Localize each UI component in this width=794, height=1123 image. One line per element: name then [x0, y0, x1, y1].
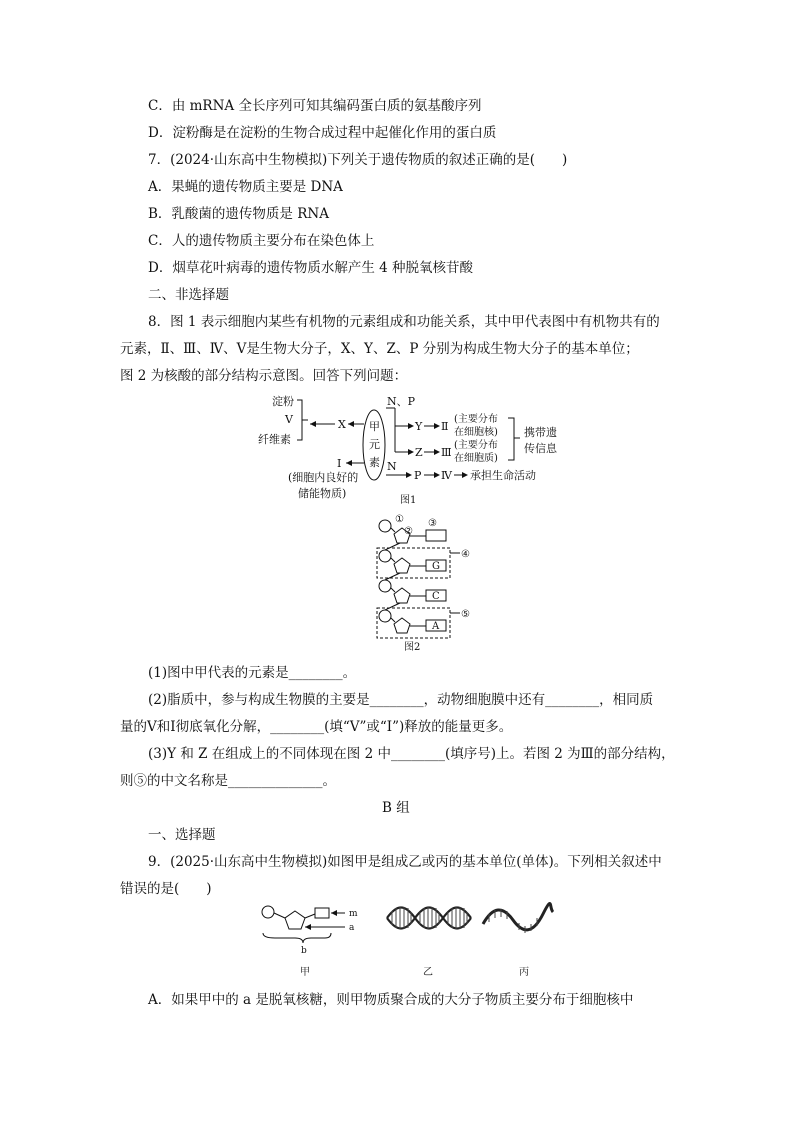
- fig1-v: Ⅴ: [285, 413, 293, 426]
- q9-stem-line2: 错误的是( ): [120, 881, 212, 897]
- fig1-z: Z: [415, 446, 423, 459]
- q8-sub2-line2: 量的Ⅴ和Ⅰ彻底氧化分解，________(填“Ⅴ”或“Ⅰ”)释放的能量更多。: [120, 719, 513, 735]
- fig9-jia-label: 甲: [300, 967, 310, 978]
- fig1-cellulose: 纤维素: [258, 433, 291, 446]
- fig1-i: Ⅰ: [337, 457, 342, 470]
- figure-q9: [255, 900, 555, 982]
- fig1-carry2: 传信息: [524, 442, 557, 455]
- q8-sub1: (1)图中甲代表的元素是________。: [148, 665, 357, 681]
- fig1-caption: 图1: [400, 495, 417, 506]
- fig1-iii: Ⅲ: [441, 446, 452, 459]
- fig9-b: b: [301, 946, 307, 956]
- group-b-heading: B 组: [382, 800, 410, 816]
- fig9-a: a: [349, 923, 355, 933]
- fig1-ii: Ⅱ: [441, 420, 449, 433]
- q7-option-b: B．乳酸菌的遗传物质是 RNA: [148, 206, 329, 222]
- fig2-base-c: C: [432, 591, 440, 602]
- q7-option-c: C．人的遗传物质主要分布在染色体上: [148, 233, 375, 249]
- fig1-n: N: [387, 460, 397, 473]
- fig2-label-3: ③: [428, 518, 437, 529]
- fig1-y: Y: [415, 420, 423, 433]
- fig2-caption: 图2: [404, 642, 421, 653]
- fig1-iv: Ⅳ: [441, 469, 452, 482]
- section-choice: 一、选择题: [148, 827, 216, 843]
- fig1-x: X: [338, 418, 346, 431]
- fig2-label-5: ⑤: [461, 609, 470, 620]
- fig1-np: N、P: [387, 395, 416, 408]
- q8-stem-line1: 8．图 1 表示细胞内某些有机物的元素组成和功能关系，其中甲代表图中有机物共有的: [148, 314, 660, 330]
- fig1-iv-note: 承担生命活动: [470, 469, 536, 482]
- fig1-p: P: [414, 469, 422, 482]
- q6-option-d: D．淀粉酶是在淀粉的生物合成过程中起催化作用的蛋白质: [148, 125, 497, 141]
- q6-option-c: C．由 mRNA 全长序列可知其编码蛋白质的氨基酸序列: [148, 98, 482, 114]
- q8-stem-line2: 元素，Ⅱ、Ⅲ、Ⅳ、Ⅴ是生物大分子，X、Y、Z、P 分别为构成生物大分子的基本单位；: [120, 341, 639, 357]
- fig9-m: m: [349, 909, 358, 919]
- q9-stem-line1: 9．(2025·山东高中生物模拟)如图甲是组成乙或丙的基本单位(单体)。下列相关叙述中: [148, 854, 662, 870]
- fig1-carry1: 携带遗: [524, 426, 557, 439]
- q7-option-a: A．果蝇的遗传物质主要是 DNA: [148, 179, 343, 195]
- fig9-yi-label: 乙: [423, 967, 433, 978]
- fig1-ii-note1: (主要分布: [454, 414, 498, 425]
- fig9-bing-label: 丙: [519, 967, 529, 978]
- q8-sub3-line2: 则⑤的中文名称是______________。: [120, 773, 336, 789]
- figure-1-diagram: [250, 390, 570, 512]
- q9-option-a: A．如果甲中的 a 是脱氧核糖，则甲物质聚合成的大分子物质主要分布于细胞核中: [148, 992, 634, 1008]
- fig1-ii-note2: 在细胞核): [454, 427, 498, 438]
- fig1-iii-note2: 在细胞质): [454, 453, 498, 464]
- q8-stem-line3: 图 2 为核酸的部分结构示意图。回答下列问题：: [120, 368, 408, 384]
- fig1-iii-note1: (主要分布: [454, 440, 498, 451]
- q7-option-d: D．烟草花叶病毒的遗传物质水解产生 4 种脱氧核苷酸: [148, 260, 473, 276]
- figure-2-nucleic-acid: [370, 512, 490, 654]
- fig2-base-a: A: [432, 621, 440, 632]
- fig1-jia3: 素: [369, 456, 380, 469]
- fig2-base-g: G: [432, 561, 440, 572]
- q7-stem: 7．(2024·山东高中生物模拟)下列关于遗传物质的叙述正确的是( ): [148, 152, 568, 168]
- q8-sub3-line1: (3)Y 和 Z 在组成上的不同体现在图 2 中________(填序号)上。若图 2 为Ⅲ的部分结构，: [148, 746, 675, 762]
- fig1-starch: 淀粉: [272, 395, 294, 408]
- fig1-jia2: 元: [369, 438, 380, 451]
- fig2-label-1: ①: [395, 514, 404, 525]
- fig1-i-note2: 储能物质): [298, 487, 347, 500]
- fig1-jia1: 甲: [369, 420, 380, 433]
- fig2-label-4: ④: [461, 549, 470, 560]
- fig2-label-2: ②: [404, 526, 413, 537]
- section-nonchoice: 二、非选择题: [148, 287, 229, 303]
- q8-sub2-line1: (2)脂质中，参与构成生物膜的主要是________，动物细胞膜中还有________，相同质: [148, 692, 654, 708]
- fig1-i-note1: (细胞内良好的: [288, 471, 359, 484]
